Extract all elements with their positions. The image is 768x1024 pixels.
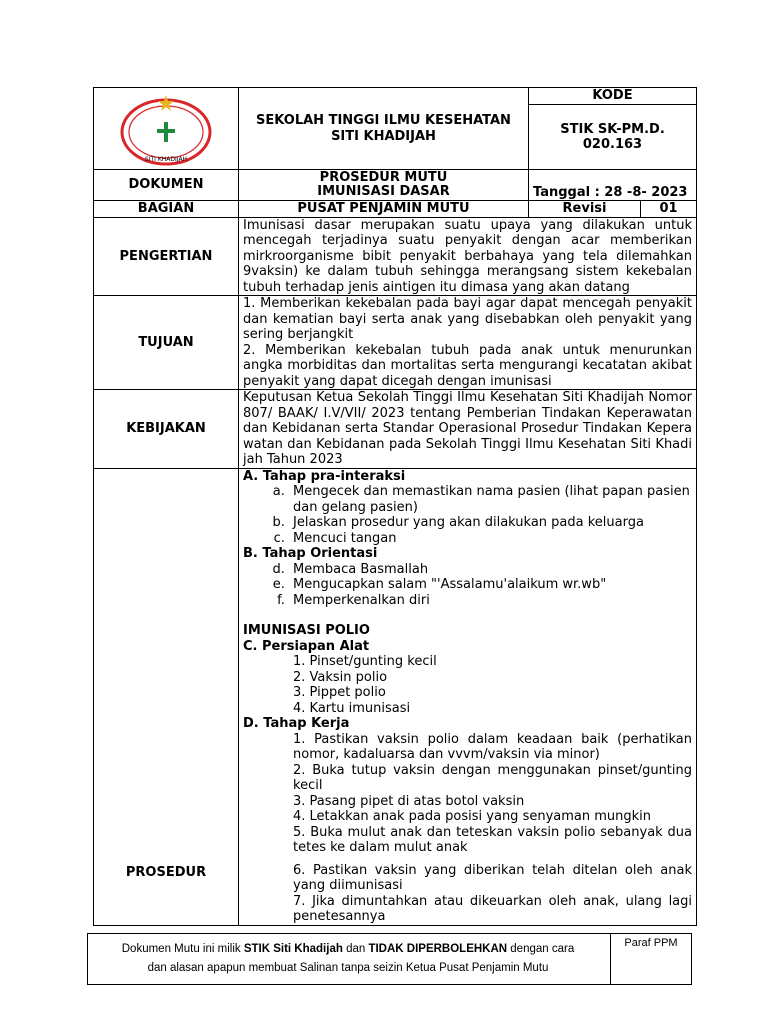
footer-line2: dan alasan apapun membuat Salinan tanpa seizin Ketua Pusat Penjamin Mutu xyxy=(147,962,549,974)
kebijakan-label: KEBIJAKAN xyxy=(94,390,239,469)
footer-owner: STIK Siti Khadijah xyxy=(243,943,343,955)
svg-text:SITI KHADIJAH: SITI KHADIJAH xyxy=(144,155,188,163)
section-d-list xyxy=(243,732,692,925)
kode-label: KODE xyxy=(529,88,696,105)
signature-label: Paraf PPM xyxy=(624,937,678,949)
list-item: e. Mengucapkan salam "'Assalamu'alaikum wr.wb" xyxy=(289,577,692,593)
footer-statement xyxy=(88,940,608,978)
revisi-label: Revisi xyxy=(529,201,641,218)
list-item: f. Memperkenalkan diri xyxy=(289,593,692,609)
pengertian-text: Imunisasi dasar merupakan suatu upaya yang dilakukan untuk mencegah terjadinya suatu penyakit dengan acar memberikan mirkroorganisme bibit penyakit berbahaya yang tela dilemahkan 9vaksin) ke dalam tubuh sehingga merangsang sistem kekebalan tubuh terhadap jenis aintigen itu dimasa yang akan datang xyxy=(239,217,697,296)
section-a-title: A. Tahap pra-interaksi xyxy=(243,468,406,484)
list-item: 4. Kartu imunisasi xyxy=(293,700,411,716)
prosedur-label: PROSEDUR xyxy=(94,468,239,925)
section-a-list xyxy=(243,484,692,546)
institution-name-line1: SEKOLAH TINGGI ILMU KESEHATAN xyxy=(256,112,511,128)
section-c-title: C. Persiapan Alat xyxy=(243,638,370,654)
footer-box xyxy=(87,933,692,985)
section-b-list xyxy=(243,562,692,609)
section-d-title: D. Tahap Kerja xyxy=(243,716,350,731)
prosedur-cell xyxy=(239,468,697,925)
tujuan-item-2: 2. Memberikan kekebalan tubuh pada anak untuk menurunkan angka morbiditas dan mortalitas serta mengurangi kecatatan akibat penyakit yang dapat dicegah dengan imunisasi xyxy=(243,342,693,389)
section-c-list xyxy=(243,654,692,716)
revisi-value: 01 xyxy=(641,201,697,218)
list-item: 6. Pastikan vaksin yang diberikan telah ditelan oleh anak yang diimunisasi xyxy=(293,862,693,893)
footer-forbidden: TIDAK DIPERBOLEHKAN xyxy=(368,943,508,955)
tanggal-text: Tanggal : 28 -8- 2023 xyxy=(533,184,688,200)
list-item: 1. Pinset/gunting kecil xyxy=(293,654,437,669)
kode-value-line2: 020.163 xyxy=(582,137,643,152)
tujuan-label: TUJUAN xyxy=(94,296,239,390)
list-item: 3. Pasang pipet di atas botol vaksin xyxy=(293,793,525,809)
footer-mid: dan xyxy=(342,943,369,955)
list-item: 5. Buka mulut anak dan teteskan vaksin polio sebanyak dua tetes ke dalam mulut anak xyxy=(293,824,693,855)
pengertian-label: PENGERTIAN xyxy=(94,217,239,296)
signature-box xyxy=(610,934,691,984)
list-item: a. Mengecek dan memastikan nama pasien (lihat papan pasien dan gelang pasien) xyxy=(289,484,692,515)
list-item: 2. Buka tutup vaksin dengan menggunakan pinset/gunting kecil xyxy=(293,762,693,793)
kode-value-line1: STIK SK-PM.D. xyxy=(560,121,665,137)
institution-name-cell xyxy=(239,88,529,170)
document-table xyxy=(93,87,697,926)
list-item: d. Membaca Basmallah xyxy=(289,562,692,578)
bagian-value: PUSAT PENJAMIN MUTU xyxy=(239,201,529,218)
kebijakan-text: Keputusan Ketua Sekolah Tinggi Ilmu Kesehatan Siti Khadijah Nomor 807/ BAAK/ I.V/VII/ 2023 tentang Pemberian Tindakan Keperawatan dan Kebidanan serta Standar Operasional Prosedur Tindakan Keperawatan dan Kebidanan pada Sekolah Tinggi Ilmu Kesehatan Siti Khadijah Tahun 2023 xyxy=(239,390,697,469)
institution-logo xyxy=(119,92,213,166)
document-title-line2: IMUNISASI DASAR xyxy=(317,184,450,199)
section-b-title: B. Tahap Orientasi xyxy=(243,546,378,561)
dokumen-label: DOKUMEN xyxy=(94,170,239,201)
tanggal-cell xyxy=(529,170,697,201)
list-item: b. Jelaskan prosedur yang akan dilakukan pada keluarga xyxy=(289,515,692,531)
tujuan-cell xyxy=(239,296,697,390)
footer-post: dengan cara xyxy=(507,943,575,955)
list-item: 7. Jika dimuntahkan atau dikeuarkan oleh anak, ulang lagi penetesannya xyxy=(293,893,693,924)
tujuan-item-1: 1. Memberikan kekebalan pada bayi agar dapat mencegah penyakit dan kematian bayi serta anak yang disebabkan oleh penyakit yang sering berjangkit xyxy=(243,296,693,342)
institution-name-line2: SITI KHADIJAH xyxy=(331,128,436,144)
kode-cell xyxy=(529,88,697,170)
list-item: 3. Pippet polio xyxy=(293,685,386,700)
list-item: 2. Vaksin polio xyxy=(293,669,388,685)
list-item: c. Mencuci tangan xyxy=(289,531,692,547)
document-title-cell xyxy=(239,170,529,201)
polio-title: IMUNISASI POLIO xyxy=(243,623,370,638)
bagian-label: BAGIAN xyxy=(94,201,239,218)
list-item: 1. Pastikan vaksin polio dalam keadaan baik (perhatikan nomor, kadaluarsa dan vvvm/vaksin via minor) xyxy=(293,731,693,762)
logo-cell xyxy=(94,88,239,170)
footer-pre: Dokumen Mutu ini milik xyxy=(121,943,244,955)
document-title-line1: PROSEDUR MUTU xyxy=(319,170,448,185)
list-item: 4. Letakkan anak pada posisi yang senyaman mungkin xyxy=(293,809,652,824)
